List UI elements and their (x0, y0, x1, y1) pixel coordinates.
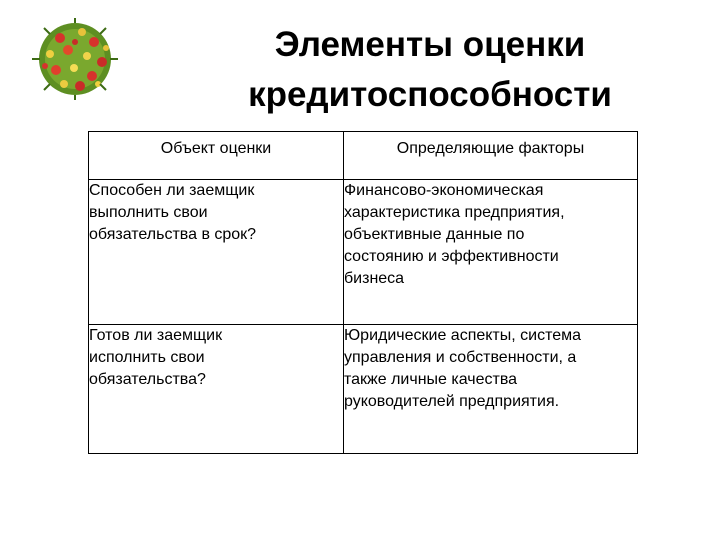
assessment-table (88, 131, 638, 454)
page-title (170, 20, 690, 120)
cell-line: Финансово-экономическая (344, 182, 544, 199)
title-line: Элементы оценки (274, 25, 586, 64)
cell-line: выполнить свои (89, 204, 208, 221)
cell-line: обязательства в срок? (89, 226, 257, 243)
cell-line: Способен ли заемщик (89, 182, 255, 199)
column-header-factors: Определяющие факторы (344, 132, 638, 180)
table-header-row (89, 132, 638, 180)
object-cell (89, 325, 344, 454)
object-cell (89, 180, 344, 325)
cell-line: также личные качества (344, 371, 518, 388)
column-header-object: Объект оценки (89, 132, 344, 180)
cell-line: исполнить свои (89, 349, 205, 366)
cell-line: бизнеса (344, 270, 405, 287)
cell-line: объективные данные по (344, 226, 525, 243)
factors-cell (344, 180, 638, 325)
cell-line: Юридические аспекты, система (344, 327, 582, 344)
cell-line: характеристика предприятия, (344, 204, 565, 221)
cell-line: руководителей предприятия. (344, 393, 560, 410)
table-row (89, 180, 638, 325)
title-line: кредитоспособности (248, 75, 612, 114)
flower-bouquet-icon (30, 18, 120, 100)
cell-line: Готов ли заемщик (89, 327, 223, 344)
factors-cell (344, 325, 638, 454)
cell-line: состоянию и эффективности (344, 248, 559, 265)
table-row (89, 325, 638, 454)
cell-line: управления и собственности, а (344, 349, 577, 366)
cell-line: обязательства? (89, 371, 206, 388)
